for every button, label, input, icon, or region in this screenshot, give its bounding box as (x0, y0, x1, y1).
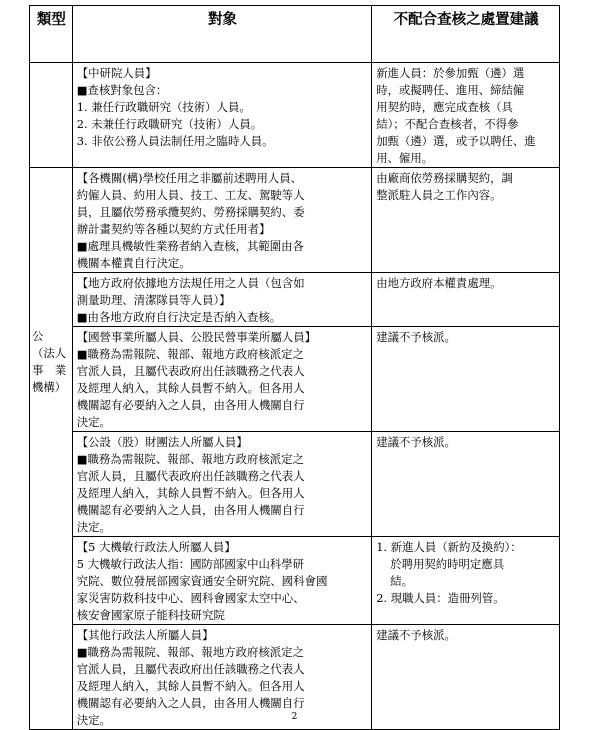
object-text-line: ■處理具機敏性業務者納入查核，其範圍由各 (76, 239, 304, 253)
action-text-line: 新進人員：於參加甄（遴）選 (376, 66, 525, 80)
action-text-line: 建議不予核派。 (376, 330, 456, 344)
category-label-line: 公 (32, 329, 44, 343)
action-text-line: 於聘用契約時明定應具 (390, 557, 505, 571)
object-text-line: ■職務為需報院、報部、報地方政府核派定之 (76, 645, 304, 659)
action-text-line: 由地方政府本權責處理。 (376, 276, 502, 290)
category-label-line: 事 業 (32, 363, 67, 377)
object-cell (72, 168, 371, 273)
object-text-line: 官派人員，且屬代表政府出任該職務之代表人 (76, 364, 305, 378)
action-cell (372, 273, 560, 327)
action-text-line: 建議不予核派。 (376, 628, 456, 642)
object-text-line: ■由各地方政府自行決定是否納入查核。 (76, 310, 282, 324)
table-row (30, 168, 560, 273)
object-text-line: 決定。 (76, 520, 111, 534)
object-text-line: 【各機關(構)學校任用之非屬前述聘用人員、 (76, 171, 303, 185)
action-text-line: 用契約時，應完成查核（具 (376, 100, 513, 114)
action-text-line: 由廠商依勞務採購契約，調 (376, 171, 513, 185)
action-text-line: 結）；不配合查核者，不得參 (376, 117, 519, 131)
action-cell (372, 537, 560, 625)
table-row (30, 432, 560, 537)
object-text-line: 【地方政府依據地方法規任用之人員（包含如 (76, 276, 305, 290)
object-text-line: 【中研院人員】 (76, 66, 157, 80)
action-text-line: 用、僱用。 (376, 151, 434, 165)
object-text-line: 機關認有必要納入之人員，由各用人機關自行 (76, 696, 305, 710)
policy-table (29, 5, 560, 730)
header-object: 對象 (72, 6, 371, 63)
object-cell (72, 432, 371, 537)
object-text-line: 及經理人納入，其餘人員暫不納入。但各用人 (76, 381, 305, 395)
category-label-line: 機構） (32, 380, 67, 394)
object-text-line: 機關認有必要納入之人員，由各用人機關自行 (76, 503, 305, 517)
object-text-line: 及經理人納入，其餘人員暫不納入。但各用人 (76, 679, 305, 693)
action-cell (372, 63, 560, 168)
object-text-line: 5 大機敏行政法人指：國防部國家中山科學研 (76, 557, 305, 571)
object-text-line: 【其他行政法人所屬人員】 (76, 628, 214, 642)
header-row (30, 6, 560, 63)
object-text-line: ■職務為需報院、報部、報地方政府核派定之 (76, 452, 304, 466)
object-text-line: 決定。 (76, 415, 111, 429)
action-text-line: 2. 現職人員：造冊列管。 (376, 591, 505, 605)
action-text-line: 加甄（遴）選，或予以聘任、進 (376, 134, 536, 148)
object-text-line: 官派人員，且屬代表政府出任該職務之代表人 (76, 469, 305, 483)
header-action: 不配合查核之處置建議 (372, 6, 560, 63)
object-cell (72, 63, 371, 168)
object-text-line: 【5 大機敏行政法人所屬人員】 (76, 540, 236, 554)
object-text-line: 家災害防救科技中心、國科會國家太空中心、 (76, 591, 305, 605)
action-cell (372, 432, 560, 537)
table-row (30, 273, 560, 327)
object-text-line: ■查核對象包含： (76, 83, 168, 97)
object-text-line: 核安會國家原子能科技研究院 (76, 608, 225, 622)
object-text-line: 決定。 (76, 713, 111, 727)
action-text-line: 1. 新進人員（新約及換約）： (376, 540, 522, 554)
action-cell (372, 168, 560, 273)
object-text-line: 辦計畫契約等各種以契約方式任用者】 (76, 222, 271, 236)
object-text-line: 約僱人員、約用人員、技工、工友、駕駛等人 (76, 188, 305, 202)
object-cell (72, 273, 371, 327)
object-text-line: ■職務為需報院、報部、報地方政府核派定之 (76, 347, 304, 361)
object-text-line: 【公設（股）財團法人所屬人員】 (76, 435, 248, 449)
action-text-line: 建議不予核派。 (376, 435, 456, 449)
object-text-line: 3. 非依公務人員法制任用之臨時人員。 (76, 134, 274, 148)
action-text-line: 整派駐人員之工作內容。 (376, 188, 502, 202)
page-number: 2 (291, 712, 298, 722)
action-text-line: 時，或擬聘任、進用、締結僱 (376, 83, 525, 97)
object-text-line: 員，且屬依勞務承攬契約、勞務採購契約、委 (76, 205, 305, 219)
header-type: 類型 (30, 6, 73, 63)
object-text-line: 1. 兼任行政職研究（技術）人員。 (76, 100, 251, 114)
category-cell (30, 168, 73, 730)
category-label-line: （法人 (32, 346, 67, 360)
object-text-line: 【國營事業所屬人員、公股民營事業所屬人員】 (76, 330, 316, 344)
object-text-line: 測量助理、清潔隊員等人員）】 (76, 293, 231, 307)
object-cell (72, 537, 371, 625)
object-text-line: 究院、數位發展部國家資通安全研究院、國科會國 (76, 574, 328, 588)
object-text-line: 及經理人納入，其餘人員暫不納入。但各用人 (76, 486, 305, 500)
action-cell (372, 327, 560, 432)
object-text-line: 機關本權責自行決定。 (76, 256, 191, 270)
table-row (30, 537, 560, 625)
object-cell (72, 327, 371, 432)
object-text-line: 官派人員，且屬代表政府出任該職務之代表人 (76, 662, 305, 676)
action-text-line: 結。 (390, 574, 413, 588)
object-text-line: 2. 未兼任行政職研究（技術）人員。 (76, 117, 263, 131)
category-cell-empty (30, 63, 73, 168)
table-row (30, 63, 560, 168)
object-text-line: 機關認有必要納入之人員，由各用人機關自行 (76, 398, 305, 412)
table-row (30, 327, 560, 432)
